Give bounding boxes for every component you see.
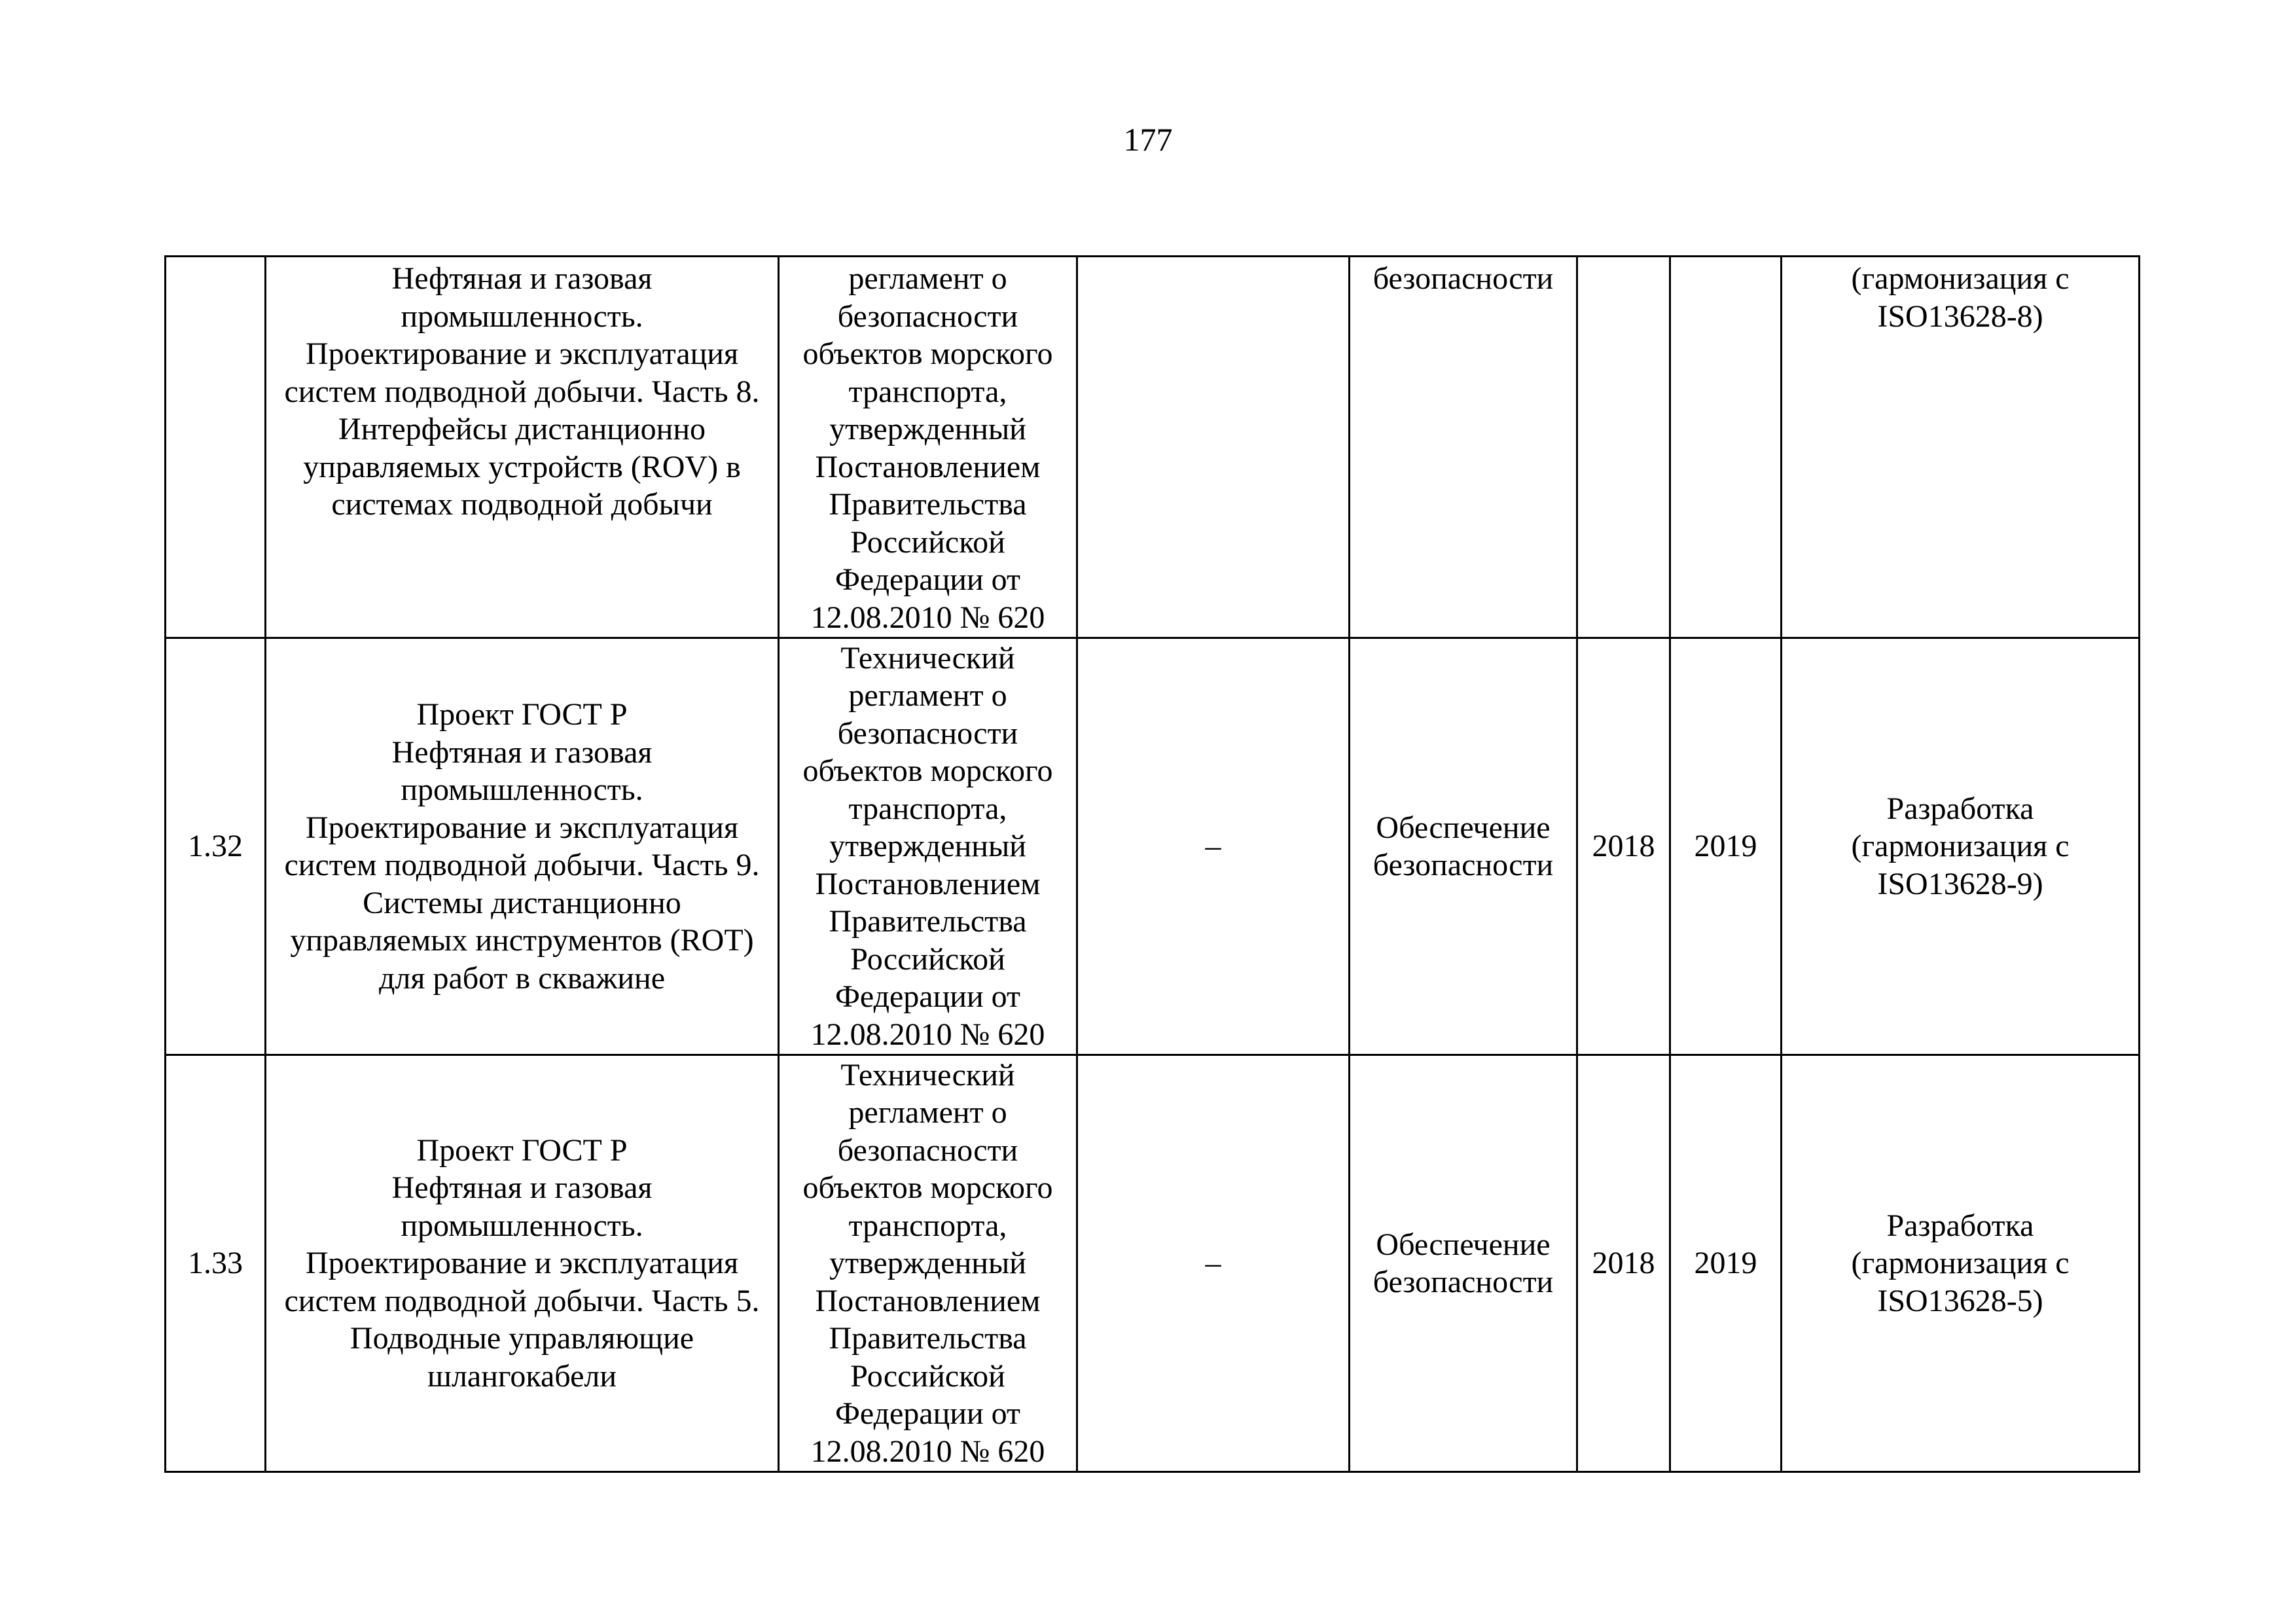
cell-text-line: промышленность. bbox=[401, 772, 643, 807]
standard-title-cell bbox=[266, 1055, 779, 1472]
cell-text-line: Обеспечение bbox=[1376, 810, 1551, 845]
cell-text-line: промышленность. bbox=[401, 298, 643, 334]
cell-text-line: Российской bbox=[850, 524, 1005, 560]
cell-text-line: регламент о bbox=[848, 261, 1007, 296]
cell-text-line: объектов морского bbox=[802, 336, 1053, 371]
cell-text-line: безопасности bbox=[1372, 848, 1554, 882]
end-year-cell bbox=[1670, 257, 1782, 638]
note-cell bbox=[1782, 257, 2140, 638]
standards-table bbox=[164, 255, 2140, 1473]
row-number-cell: 1.32 bbox=[166, 638, 266, 1055]
cell-text-line: систем подводной добычи. Часть 9. bbox=[284, 848, 760, 882]
cell-text-line: систем подводной добычи. Часть 8. bbox=[284, 374, 760, 409]
cell-text-line: (гармонизация с bbox=[1851, 1246, 2070, 1281]
cell-text-line: Обеспечение bbox=[1376, 1227, 1551, 1262]
cell-text-line: транспорта, bbox=[848, 1208, 1007, 1243]
cell-text-line: Постановлением bbox=[815, 449, 1041, 484]
regulation-cell bbox=[779, 1055, 1077, 1472]
cell-text-line: Постановлением bbox=[815, 1283, 1041, 1318]
cell-text-line: безопасности bbox=[837, 715, 1018, 751]
cell-text-line: Технический bbox=[840, 1057, 1015, 1092]
cell-text-line: безопасности bbox=[837, 298, 1018, 334]
cell-text-line: Российской bbox=[850, 1358, 1005, 1394]
dash-cell bbox=[1077, 257, 1350, 638]
cell-text-line: утвержденный bbox=[829, 829, 1026, 864]
dash-cell: – bbox=[1077, 638, 1350, 1055]
cell-text-line: Нефтяная и газовая bbox=[391, 261, 653, 296]
regulation-cell bbox=[779, 257, 1077, 638]
goal-cell bbox=[1350, 638, 1577, 1055]
cell-text-line: Постановлением bbox=[815, 866, 1041, 901]
end-year-cell: 2019 bbox=[1670, 1055, 1782, 1472]
table-row bbox=[166, 257, 2140, 638]
cell-text-line: Нефтяная и газовая bbox=[391, 734, 653, 770]
row-number-cell: 1.33 bbox=[166, 1055, 266, 1472]
note-cell bbox=[1782, 1055, 2140, 1472]
cell-text-line: ISO13628-8) bbox=[1877, 298, 2043, 334]
cell-text-line: (гармонизация с bbox=[1851, 829, 2070, 864]
goal-cell bbox=[1350, 257, 1577, 638]
cell-text-line: управляемых инструментов (ROT) bbox=[290, 923, 754, 958]
cell-text-line: Проект ГОСТ Р bbox=[416, 697, 628, 732]
row-number-cell bbox=[166, 257, 266, 638]
cell-text-line: Разработка bbox=[1886, 791, 2034, 826]
cell-text-line: объектов морского bbox=[802, 753, 1053, 789]
cell-text-line: Интерфейсы дистанционно bbox=[338, 412, 706, 446]
start-year-cell bbox=[1577, 257, 1670, 638]
table-row bbox=[166, 1055, 2140, 1472]
cell-text-line: регламент о bbox=[848, 678, 1007, 713]
cell-text-line: Нефтяная и газовая bbox=[391, 1170, 653, 1206]
cell-text-line: промышленность. bbox=[401, 1208, 643, 1243]
table-row bbox=[166, 638, 2140, 1055]
cell-text-line: Проектирование и эксплуатация bbox=[305, 810, 739, 845]
cell-text-line: Правительства bbox=[829, 904, 1027, 939]
dash-cell: – bbox=[1077, 1055, 1350, 1472]
cell-text-line: ISO13628-5) bbox=[1877, 1283, 2043, 1318]
standard-title-cell bbox=[266, 257, 779, 638]
standard-title-cell bbox=[266, 638, 779, 1055]
cell-text-line: 12.08.2010 № 620 bbox=[810, 600, 1045, 635]
cell-text-line: Правительства bbox=[829, 487, 1027, 522]
cell-text-line: ISO13628-9) bbox=[1877, 866, 2043, 901]
cell-text-line: Системы дистанционно bbox=[363, 885, 681, 920]
cell-text-line: Подводные управляющие bbox=[350, 1321, 694, 1356]
cell-text-line: Технический bbox=[840, 640, 1015, 676]
cell-text-line: 12.08.2010 № 620 bbox=[810, 1017, 1045, 1052]
cell-text-line: Разработка bbox=[1886, 1208, 2034, 1243]
cell-text-line: безопасности bbox=[1372, 261, 1554, 296]
cell-text-line: Проект ГОСТ Р bbox=[416, 1132, 628, 1168]
cell-text-line: 12.08.2010 № 620 bbox=[810, 1434, 1045, 1469]
cell-text-line: утвержденный bbox=[829, 1246, 1026, 1281]
cell-text-line: управляемых устройств (ROV) в bbox=[303, 449, 741, 484]
cell-text-line: Правительства bbox=[829, 1321, 1027, 1356]
page-number: 177 bbox=[1123, 121, 1173, 158]
cell-text-line: Проектирование и эксплуатация bbox=[305, 1246, 739, 1281]
cell-text-line: регламент о bbox=[848, 1095, 1007, 1130]
cell-text-line: шлангокабели bbox=[427, 1358, 617, 1394]
cell-text-line: для работ в скважине bbox=[379, 960, 665, 996]
end-year-cell: 2019 bbox=[1670, 638, 1782, 1055]
cell-text-line: объектов морского bbox=[802, 1170, 1053, 1206]
cell-text-line: систем подводной добычи. Часть 5. bbox=[284, 1283, 760, 1318]
start-year-cell: 2018 bbox=[1577, 638, 1670, 1055]
cell-text-line: Федерации от bbox=[834, 979, 1021, 1015]
cell-text-line: транспорта, bbox=[848, 791, 1007, 826]
note-cell bbox=[1782, 638, 2140, 1055]
cell-text-line: Федерации от bbox=[834, 562, 1021, 597]
cell-text-line: (гармонизация с bbox=[1851, 261, 2070, 296]
cell-text-line: транспорта, bbox=[848, 374, 1007, 409]
cell-text-line: утвержденный bbox=[829, 412, 1026, 446]
cell-text-line: безопасности bbox=[1372, 1265, 1554, 1299]
cell-text-line: Проектирование и эксплуатация bbox=[305, 336, 739, 371]
cell-text-line: безопасности bbox=[837, 1132, 1018, 1168]
regulation-cell bbox=[779, 638, 1077, 1055]
start-year-cell: 2018 bbox=[1577, 1055, 1670, 1472]
cell-text-line: Российской bbox=[850, 941, 1005, 977]
cell-text-line: системах подводной добычи bbox=[331, 487, 713, 522]
goal-cell bbox=[1350, 1055, 1577, 1472]
cell-text-line: Федерации от bbox=[834, 1396, 1021, 1432]
